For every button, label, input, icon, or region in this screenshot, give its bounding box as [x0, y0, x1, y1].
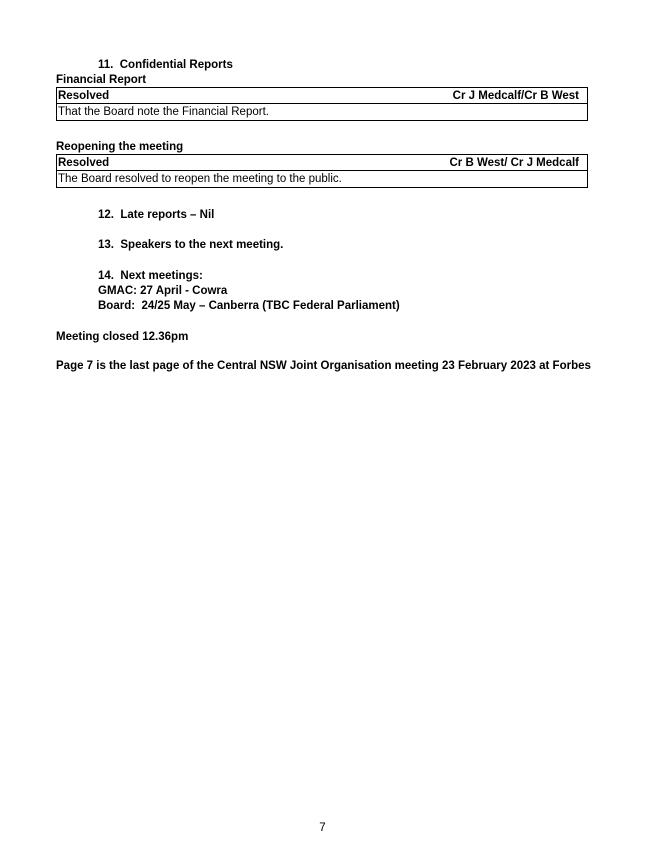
- gmac-meeting: GMAC: 27 April - Cowra: [98, 285, 228, 297]
- resolved-label: Resolved: [58, 157, 110, 169]
- last-page-note: Page 7 is the last page of the Central NSW Joint Organisation meeting 23 February 2023 at Forbes: [56, 360, 591, 372]
- page-number: 7: [319, 822, 326, 834]
- section-number: 14.: [98, 270, 114, 282]
- mover-seconder: Cr B West/ Cr J Medcalf: [449, 157, 579, 169]
- section-number: 13.: [98, 239, 114, 251]
- reopening-heading: Reopening the meeting: [56, 141, 184, 153]
- section-title: Late reports – Nil: [120, 209, 215, 221]
- section-11-heading: [98, 58, 233, 72]
- section-title: Next meetings:: [120, 270, 203, 282]
- financial-report-heading: Financial Report: [56, 74, 147, 86]
- section-title: Speakers to the next meeting.: [120, 239, 284, 251]
- section-number: 12.: [98, 209, 114, 221]
- section-14-heading: [98, 269, 203, 283]
- section-number: 11.: [98, 59, 114, 71]
- section-12-heading: [98, 208, 214, 222]
- section-13-heading: [98, 238, 283, 252]
- board-meeting: Board: 24/25 May – Canberra (TBC Federal Parliament): [98, 300, 400, 312]
- financial-resolved-row: [56, 87, 588, 104]
- reopening-resolved-row: [56, 154, 588, 171]
- resolved-label: Resolved: [58, 90, 110, 102]
- mover-seconder: Cr J Medcalf/Cr B West: [452, 90, 579, 102]
- financial-resolution-row: [56, 104, 588, 121]
- resolution-text: That the Board note the Financial Report.: [58, 106, 269, 118]
- section-title: Confidential Reports: [119, 59, 233, 71]
- meeting-closed: Meeting closed 12.36pm: [56, 331, 189, 343]
- reopening-resolution-row: [56, 171, 588, 188]
- resolution-text: The Board resolved to reopen the meeting to the public.: [58, 173, 342, 185]
